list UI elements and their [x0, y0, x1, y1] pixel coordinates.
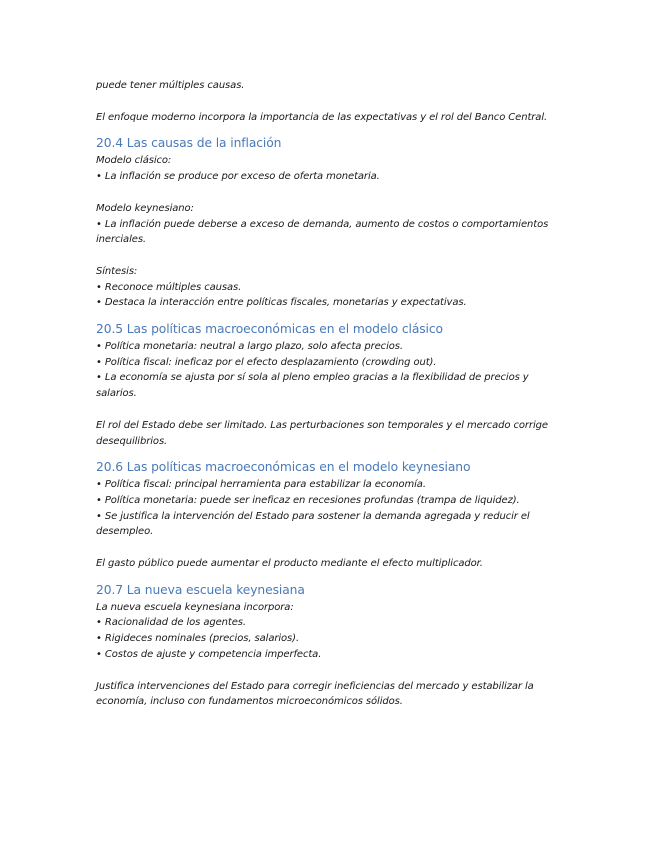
bullet-line: • Política monetaria: puede ser ineficaz en recesiones profundas (trampa de liquidez).	[96, 494, 520, 506]
paragraph-block	[96, 339, 566, 402]
paragraph-block	[96, 556, 566, 572]
paragraph-block	[96, 679, 566, 710]
bullet-line: • Política fiscal: principal herramienta para estabilizar la economía.	[96, 479, 426, 491]
bullet-line: • La inflación puede deberse a exceso de demanda, aumento de costos o comportamientos	[96, 218, 549, 230]
intro-line: puede tener múltiples causas.	[96, 80, 245, 91]
paragraph-block	[96, 418, 566, 449]
text-line: desempleo.	[96, 526, 154, 538]
paragraph-block	[96, 201, 566, 248]
bullet-line: • La inflación se produce por exceso de oferta monetaria.	[96, 171, 380, 183]
section-heading-20-7: 20.7 La nueva escuela keynesiana	[96, 582, 305, 597]
section-heading-20-5: 20.5 Las políticas macroeconómicas en el modelo clásico	[96, 322, 443, 337]
bullet-line: • Política fiscal: ineficaz por el efecto desplazamiento (crowding out).	[96, 356, 437, 368]
bullet-line: • Rigideces nominales (precios, salarios).	[96, 633, 300, 645]
text-line: El gasto público puede aumentar el producto mediante el efecto multiplicador.	[96, 558, 483, 570]
text-line: Justifica intervenciones del Estado para corregir ineficiencias del mercado y estabilizar la	[96, 680, 534, 692]
paragraph-block	[96, 264, 566, 311]
paragraph-block	[96, 600, 566, 663]
text-line: El rol del Estado debe ser limitado. Las perturbaciones son temporales y el mercado corrige	[96, 419, 548, 431]
text-line: salarios.	[96, 388, 137, 400]
intro-line: El enfoque moderno incorpora la importancia de las expectativas y el rol del Banco Central.	[96, 111, 548, 123]
text-line: Modelo clásico:	[96, 155, 172, 167]
text-line: economía, incluso con fundamentos microeconómicos sólidos.	[96, 696, 403, 708]
bullet-line: • La economía se ajusta por sí sola al pleno empleo gracias a la flexibilidad de precios y	[96, 372, 529, 384]
paragraph-block	[96, 153, 566, 184]
text-line: desequilibrios.	[96, 435, 168, 447]
document-body	[96, 78, 566, 710]
bullet-line: • Reconoce múltiples causas.	[96, 281, 242, 293]
text-line: inerciales.	[96, 234, 147, 246]
bullet-line: • Se justifica la intervención del Estado para sostener la demanda agregada y reducir el	[96, 510, 530, 522]
bullet-line: • Política monetaria: neutral a largo plazo, solo afecta precios.	[96, 341, 403, 353]
bullet-line: • Racionalidad de los agentes.	[96, 617, 246, 629]
text-line: Síntesis:	[96, 265, 138, 277]
paragraph-block	[96, 477, 566, 540]
text-line: Modelo keynesiano:	[96, 202, 194, 214]
section-heading-20-4: 20.4 Las causas de la inflación	[96, 136, 282, 151]
text-line: La nueva escuela keynesiana incorpora:	[96, 601, 294, 613]
section-heading-20-6: 20.6 Las políticas macroeconómicas en el modelo keynesiano	[96, 460, 471, 475]
bullet-line: • Destaca la interacción entre políticas fiscales, monetarias y expectativas.	[96, 297, 467, 309]
bullet-line: • Costos de ajuste y competencia imperfecta.	[96, 648, 322, 660]
